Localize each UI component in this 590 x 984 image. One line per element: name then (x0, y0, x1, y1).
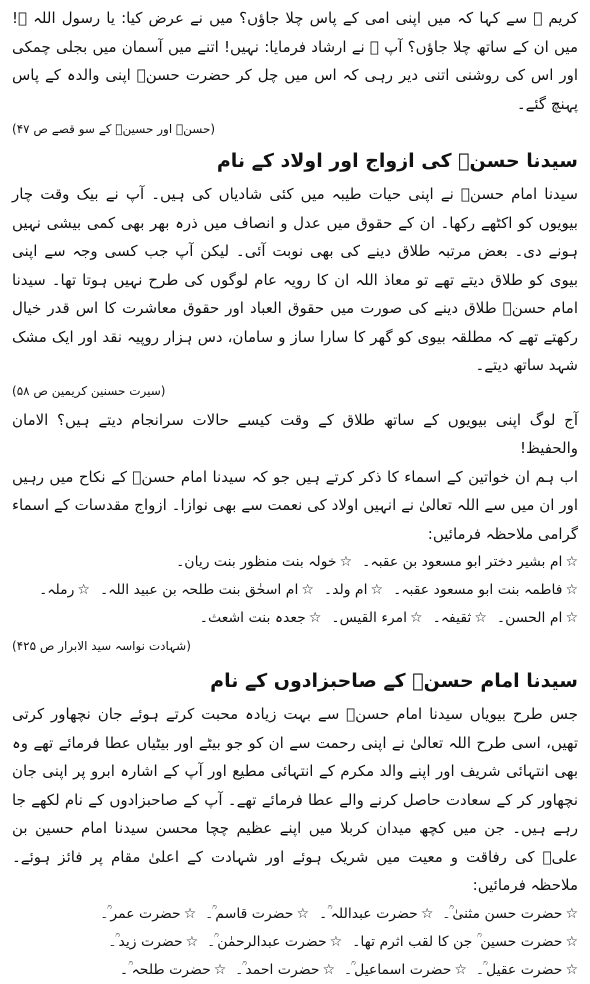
star-icon: ☆ (474, 610, 487, 626)
star-icon: ☆ (565, 933, 578, 950)
star-icon: ☆ (77, 582, 90, 598)
star-icon: ☆ (322, 961, 336, 978)
star-icon: ☆ (565, 610, 578, 626)
paragraph-sons-intro: جس طرح بیویاں سیدنا امام حسنؓ سے بہت زیادہ محبت کرتے ہوئے جان نچھاور کرتی تھیں، اسی طرح اللہ تعالیٰ نے اپنی رحمت سے ان کو جو بیٹے اور بیٹیاں عطا فرمائے تھے وہ بھی انتہائی شریف اور اپنے والد مکرم کے انتہائی مطیع اور آپ کے اشارہ ابرو پر اپنی جان نچھاور کر کے سعادت حاصل کرنے والے عطا فرمائے تھے۔ آپ کے صاحبزادوں کے نام لکھے جا رہے ہیں۔ جن میں کچھ میدان کربلا میں اپنے عظیم چچا محسن سیدنا امام حسین بن علیؓ کی رفاقت و معیت میں شریک ہوئے اور شہادت کے اعلیٰ مقام پر فائز ہوئے۔ ملاحظہ فرمائیں: (12, 705, 578, 894)
list-item: ☆ام بشیر دختر ابو مسعود بن عقبہ۔ (362, 554, 578, 570)
sons-list (12, 900, 578, 984)
star-icon: ☆ (410, 610, 423, 626)
paragraph-wives-intro: اب ہم ان خواتین کے اسماء کا ذکر کرتے ہیں جو کہ سیدنا امام حسنؓ کے نکاح میں رہیں اور ان میں سے اللہ تعالیٰ نے انہیں اولاد کی نعمت سے بھی نوازا۔ ازواج مقدسات کے اسماء گرامی ملاحظہ فرمائیں: (12, 467, 578, 543)
section-heading-wives: سیدنا حسنؓ کی ازواج اور اولاد کے نام (216, 150, 578, 172)
list-item: ☆حضرت اسماعیل ؒ۔ (345, 961, 467, 978)
list-item: ☆جعدہ بنت اشعث۔ (199, 610, 322, 626)
star-icon: ☆ (213, 961, 227, 978)
citation: (شہادت نواسہ سید الابرار ص ۴۲۵) (12, 639, 191, 653)
citation: (سیرت حسنین کریمین ص ۵۸) (12, 383, 166, 398)
star-icon: ☆ (565, 905, 578, 922)
list-item: ☆حضرت حسن مثنیٰ ؒ۔ (443, 905, 578, 922)
paragraph-marriages: سیدنا امام حسنؓ نے اپنی حیات طیبہ میں کئی شادیاں کی ہیں۔ آپ نے بیک وقت چار بیویوں کو اکٹھے رکھا۔ ان کے حقوق میں عدل و انصاف میں ذرہ بھر بھی کمی بیشی نہیں ہونے دی۔ بعض مرتبہ طلاق دینے کی بھی نوبت آئی۔ لیکن آپ جب کسی وجہ سے اپنی بیوی کو طلاق دیتے تھے تو معاذ اللہ ان کا رویہ عام لوگوں کی طرح نہیں ہوتا تھا۔ سیدنا امام حسنؓ طلاق دینے کی صورت میں حقوق العباد اور حقوق معاشرت کا اس قدر خیال رکھتے تھے کہ مطلقہ بیوی کو گھر کا سارا ساز و سامان، دس ہزار روپیہ نقد اور ایک مشک شہد ساتھ دیتے۔ (12, 185, 578, 374)
list-item: ☆حضرت عقیل ؒ۔ (476, 961, 578, 978)
list-item: ☆خولہ بنت منظور بنت ریان۔ (176, 554, 353, 570)
star-icon: ☆ (370, 582, 384, 598)
star-icon: ☆ (565, 582, 578, 598)
list-item: ☆حضرت قاسم ؒ۔ (206, 905, 310, 922)
list-item: ☆ام الحسن۔ (496, 610, 578, 626)
paragraph-remark: آج لوگ اپنی بیویوں کے ساتھ طلاق کے وقت کیسے حالات سرانجام دیتے ہیں؟ الامان والحفیظ! (12, 410, 578, 457)
star-icon: ☆ (308, 610, 322, 626)
list-item: ☆حضرت عبدالرحمٰن ؒ۔ (208, 933, 343, 950)
list-item: ☆امرء القیس۔ (331, 610, 423, 626)
list-item: ☆حضرت احمد ؒ۔ (236, 961, 336, 978)
star-icon: ☆ (420, 905, 434, 922)
star-icon: ☆ (296, 905, 310, 922)
star-icon: ☆ (565, 961, 578, 978)
star-icon: ☆ (185, 933, 199, 950)
star-icon: ☆ (454, 961, 467, 978)
wives-list (12, 548, 578, 660)
list-item: ☆حضرت طلحہ ؒ۔ (119, 961, 227, 978)
star-icon: ☆ (339, 554, 353, 570)
list-item: ☆فاطمہ بنت ابو مسعود عقبہ۔ (393, 582, 578, 598)
list-item: ☆ام اسحٰق بنت طلحہ بن عبید اللہ۔ (99, 582, 314, 598)
list-item: ☆حضرت زید ؒ۔ (109, 933, 199, 950)
list-item: ☆حضرت عبداللہ ؒ۔ (319, 905, 434, 922)
list-item: ☆ثقیفہ۔ (432, 610, 487, 626)
star-icon: ☆ (183, 905, 197, 922)
list-item: ☆حضرت حسین ؒ جن کا لقب اثرم تھا۔ (352, 933, 578, 950)
star-icon: ☆ (565, 554, 578, 570)
list-item: ☆رملہ۔ (39, 582, 90, 598)
star-icon: ☆ (329, 933, 343, 950)
list-item: ☆حضرت عمر ؒ۔ (101, 905, 197, 922)
paragraph-intro: کریم ﷺ سے کہا کہ میں اپنی امی کے پاس چلا جاؤں؟ میں نے عرض کیا: یا رسول اللہ ﷺ! میں ان کے ساتھ چلا جاؤں؟ آپ ﷺ نے ارشاد فرمایا: نہیں! اتنے میں آسمان میں بجلی چمکی اور اس کی روشنی اتنی دیر رہی کہ اس میں چل کر حضرت حسنؓ اپنی والدہ کے پاس پہنچ گئے۔ (12, 9, 578, 113)
section-heading-sons: سیدنا امام حسنؓ کے صاحبزادوں کے نام (210, 670, 578, 692)
star-icon: ☆ (301, 582, 314, 598)
citation: (حسنؓ اور حسینؓ کے سو قصے ص ۴۷) (12, 122, 216, 136)
list-item: ☆ام ولد۔ (323, 582, 384, 598)
